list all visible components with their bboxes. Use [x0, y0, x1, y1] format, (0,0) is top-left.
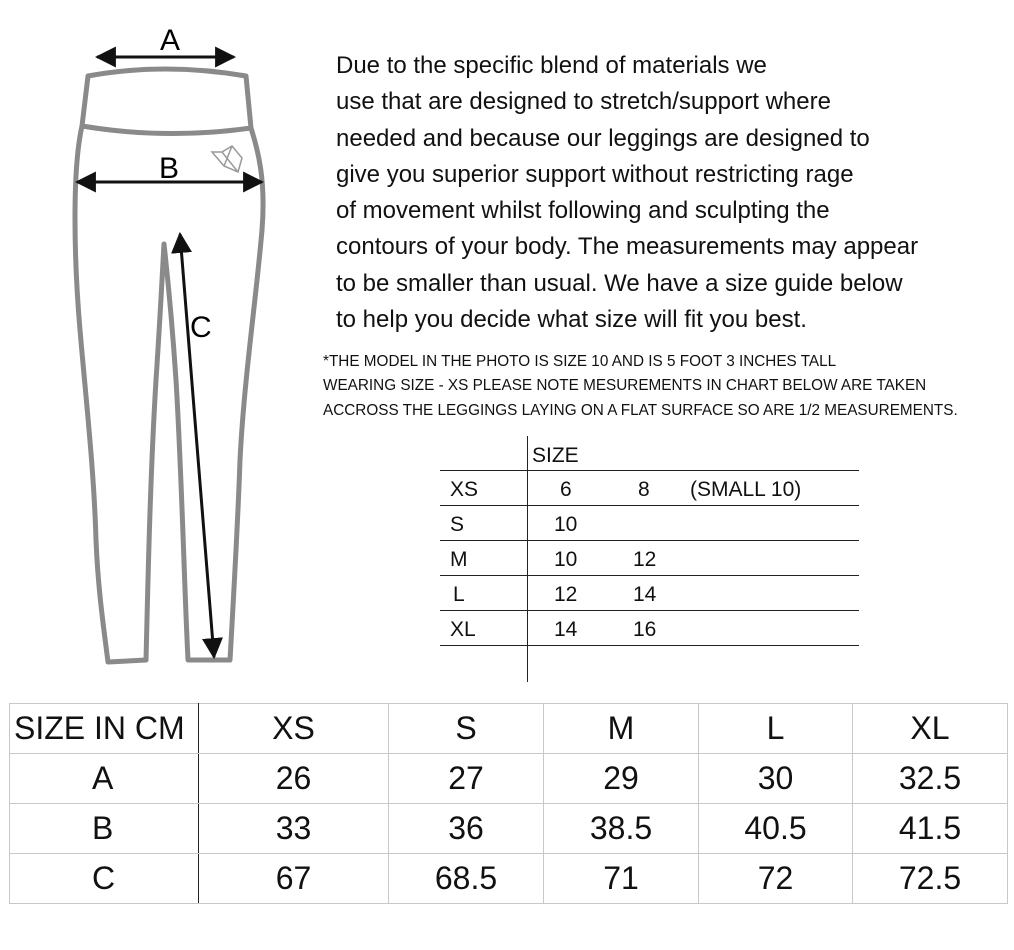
table-row [10, 804, 1008, 854]
table-cell: 33 [199, 804, 389, 854]
label-c: C [190, 311, 212, 344]
table-rule [440, 645, 859, 646]
description-line: to be smaller than usual. We have a size guide below [336, 269, 903, 297]
leggings-diagram [0, 0, 320, 680]
table-cell: 41.5 [853, 804, 1008, 854]
column-header: SIZE IN CM [10, 704, 199, 754]
table-header-row [10, 704, 1008, 754]
column-header: XS [199, 704, 389, 754]
size-value: 10 [554, 513, 578, 536]
table-rule [440, 540, 859, 541]
size-label: XL [450, 618, 476, 641]
size-label: L [453, 583, 465, 606]
label-a: A [159, 24, 181, 57]
table-rule [440, 575, 859, 576]
table-rule [440, 505, 859, 506]
table-cell: 38.5 [544, 804, 699, 854]
size-value: 8 [638, 478, 650, 501]
table-row [10, 854, 1008, 904]
size-label: XS [450, 478, 479, 501]
size-value: 12 [633, 548, 657, 571]
description-line: give you superior support without restricting rage [336, 160, 854, 188]
table-cell: 67 [199, 854, 389, 904]
note-line: *THE MODEL IN THE PHOTO IS SIZE 10 AND IS 5 FOOT 3 INCHES TALL [323, 353, 837, 370]
table-row [440, 542, 860, 577]
table-cell: 26 [199, 754, 389, 804]
table-cell: 32.5 [853, 754, 1008, 804]
measurement-table-cm [9, 703, 1008, 904]
table-row [440, 507, 860, 542]
table-row [10, 754, 1008, 804]
note-line: WEARING SIZE - XS PLEASE NOTE MESUREMENTS IN CHART BELOW ARE TAKEN [323, 377, 927, 395]
table-cell: 71 [544, 854, 699, 904]
size-conversion-table [440, 436, 860, 684]
size-value: 16 [633, 618, 657, 641]
brand-logo-icon [212, 146, 242, 172]
row-label: C [10, 854, 199, 904]
note-line: ACCROSS THE LEGGINGS LAYING ON A FLAT SURFACE SO ARE 1/2 MEASUREMENTS. [323, 401, 958, 419]
description-line: use that are designed to stretch/support where [336, 88, 831, 116]
table-cell: 68.5 [389, 854, 544, 904]
table-cell: 29 [544, 754, 699, 804]
table-row [440, 577, 860, 612]
table-cell: 30 [699, 754, 853, 804]
table-cell: 27 [389, 754, 544, 804]
row-label: A [10, 754, 199, 804]
description-line: of movement whilst following and sculpting the [336, 197, 830, 225]
table-row [440, 612, 860, 647]
table-cell: 40.5 [699, 804, 853, 854]
size-value: 14 [633, 583, 657, 606]
size-value: 10 [554, 548, 578, 571]
size-value: 6 [560, 478, 572, 501]
row-label: B [10, 804, 199, 854]
description-line: contours of your body. The measurements may appear [336, 233, 919, 261]
table-cell: 72 [699, 854, 853, 904]
table-cell: 36 [389, 804, 544, 854]
column-header: S [389, 704, 544, 754]
size-value: 12 [554, 583, 578, 606]
table-row [440, 472, 860, 507]
table-rule [440, 470, 859, 471]
description-line: Due to the specific blend of materials we [336, 52, 767, 79]
description-line: needed and because our leggings are designed to [336, 124, 870, 152]
size-note: (SMALL 10) [690, 478, 802, 501]
table-rule [440, 610, 859, 611]
size-label: M [450, 548, 468, 571]
label-b: B [158, 152, 180, 185]
column-header: M [544, 704, 699, 754]
size-value: 14 [554, 618, 578, 641]
size-label: S [450, 513, 465, 536]
description-line: to help you decide what size will fit you best. [336, 306, 807, 334]
column-header: L [699, 704, 853, 754]
description-text [336, 48, 918, 338]
column-header: XL [853, 704, 1008, 754]
table-cell: 72.5 [853, 854, 1008, 904]
model-note [323, 350, 958, 423]
size-header: SIZE [532, 444, 579, 467]
